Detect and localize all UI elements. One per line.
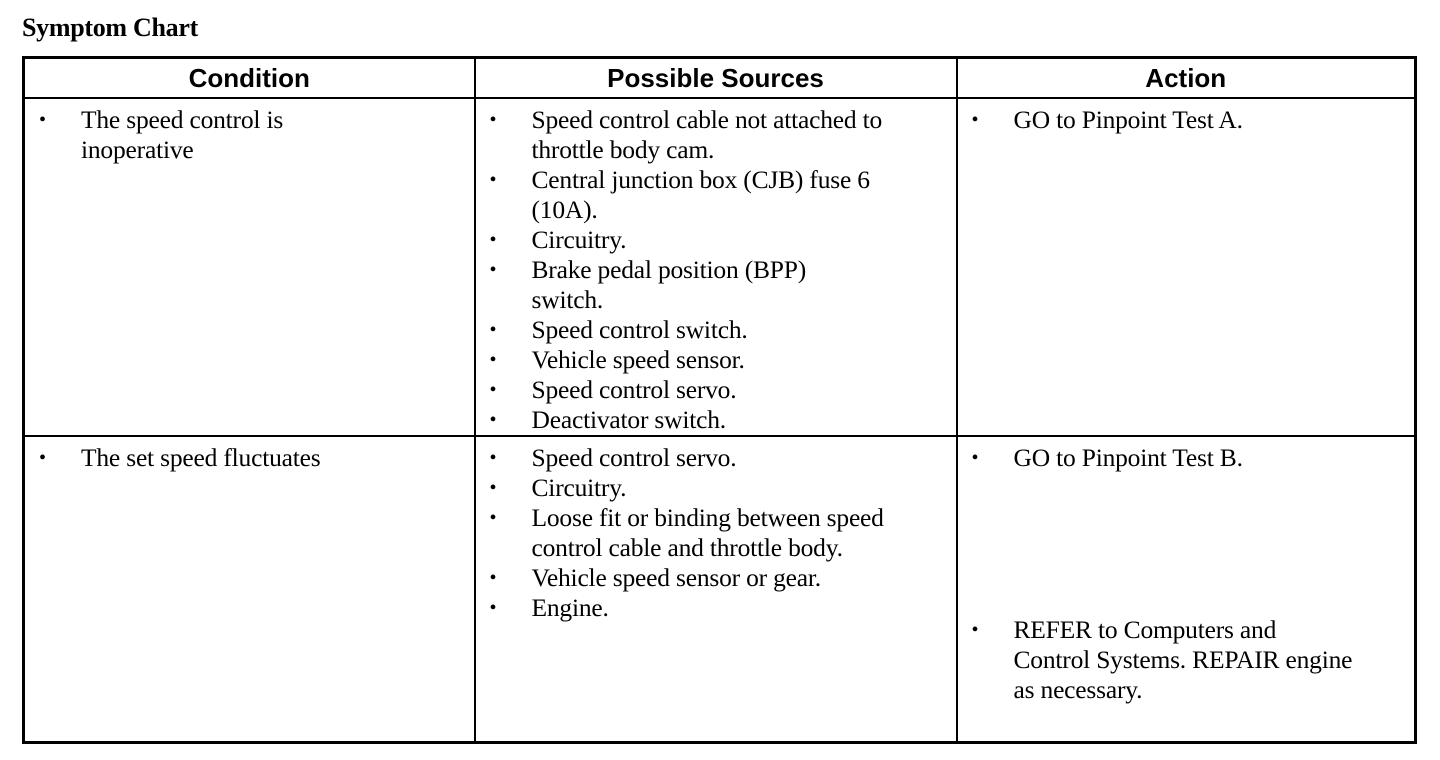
- symptom-chart-table: [22, 56, 1417, 744]
- action-item: • GO to Pinpoint Test A.: [1014, 105, 1405, 135]
- action-item: • GO to Pinpoint Test B.: [1014, 443, 1405, 473]
- source-item: • Vehicle speed sensor or gear.: [532, 563, 946, 593]
- action-list: [958, 443, 1415, 705]
- source-item: • Central junction box (CJB) fuse 6 (10A).: [532, 165, 872, 225]
- source-item: • Engine.: [532, 593, 946, 623]
- sources-cell: [475, 98, 957, 436]
- header-row: [24, 58, 1416, 99]
- action-list: [958, 105, 1415, 135]
- source-item: • Vehicle speed sensor.: [532, 345, 946, 375]
- header-possible-sources: Possible Sources: [475, 58, 957, 99]
- sources-list: [476, 105, 956, 435]
- action-cell: [957, 436, 1416, 743]
- condition-cell: [24, 98, 475, 436]
- table-row: [24, 98, 1416, 436]
- source-item: • Speed control servo.: [532, 443, 946, 473]
- source-item: • Speed control cable not attached to throttle body cam.: [532, 105, 902, 165]
- sources-cell: [475, 436, 957, 743]
- source-item: • Circuitry.: [532, 473, 946, 503]
- condition-cell: [24, 436, 475, 743]
- header-condition: Condition: [24, 58, 475, 99]
- condition-item: • The speed control is inoperative: [81, 105, 331, 165]
- action-cell: [957, 98, 1416, 436]
- source-item: • Loose fit or binding between speed control cable and throttle body.: [532, 503, 917, 563]
- action-item: • REFER to Computers and Control Systems. REPAIR engine as necessary.: [1014, 615, 1359, 705]
- condition-item: • The set speed fluctuates: [81, 443, 464, 473]
- source-item: • Circuitry.: [532, 225, 946, 255]
- sources-list: [476, 443, 956, 623]
- table-row: [24, 436, 1416, 743]
- source-item: • Speed control switch.: [532, 315, 946, 345]
- condition-list: [25, 443, 474, 473]
- header-action: Action: [957, 58, 1416, 99]
- condition-list: [25, 105, 474, 165]
- page-title: Symptom Chart: [22, 13, 198, 42]
- source-item: • Brake pedal position (BPP) switch.: [532, 255, 872, 315]
- source-item: • Speed control servo.: [532, 375, 946, 405]
- source-item: • Deactivator switch.: [532, 405, 946, 435]
